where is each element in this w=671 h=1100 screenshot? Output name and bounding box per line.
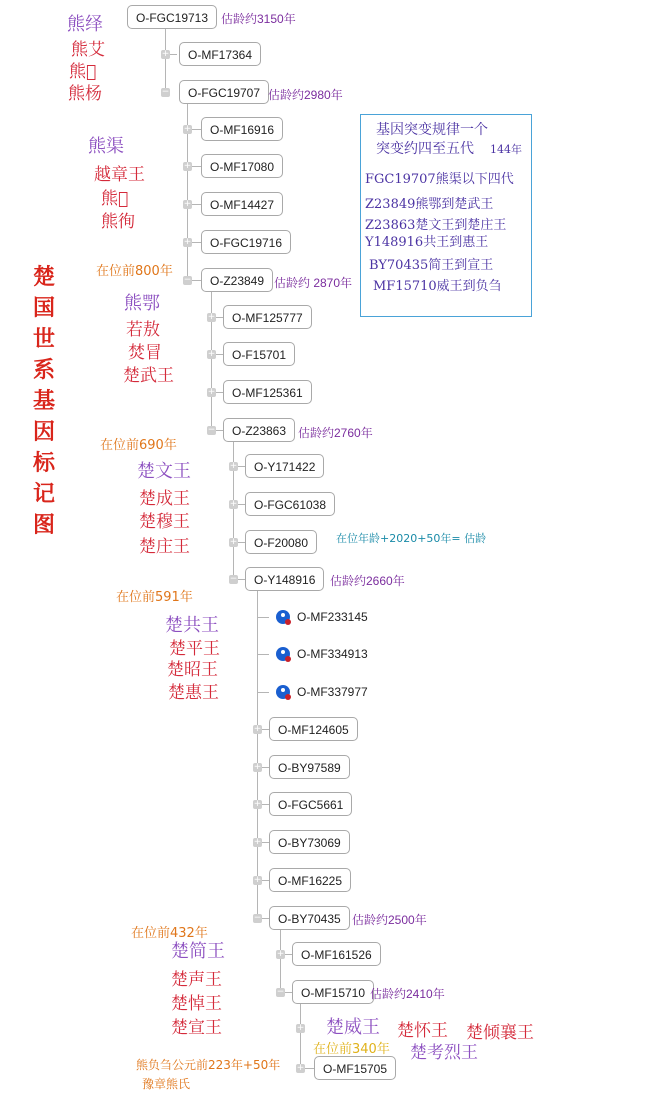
legend-line: FGC19707熊渠以下四代 bbox=[365, 172, 514, 187]
connector bbox=[165, 29, 166, 92]
age-label: 估龄约2660年 bbox=[330, 574, 405, 588]
expand-icon[interactable]: + bbox=[183, 199, 192, 209]
legend-line: MF15710威王到负刍 bbox=[373, 279, 502, 294]
ruler-name: 楚成王 bbox=[139, 489, 190, 509]
ruler-name: 熊艾 bbox=[71, 40, 105, 60]
tree-node[interactable]: O-BY73069 bbox=[269, 830, 350, 854]
tree-node[interactable]: O-FGC19716 bbox=[201, 230, 291, 254]
tree-leaf[interactable]: O-MF337977 bbox=[297, 685, 368, 699]
person-icon bbox=[276, 685, 290, 699]
ruler-name: 熊渠 bbox=[88, 136, 124, 157]
title-char: 图 bbox=[32, 512, 55, 538]
person-icon bbox=[276, 647, 290, 661]
collapse-icon[interactable]: − bbox=[207, 425, 216, 435]
expand-icon[interactable]: + bbox=[229, 499, 238, 509]
tree-node[interactable]: O-Y171422 bbox=[245, 454, 324, 478]
legend-line: Y148916共王到惠王 bbox=[365, 235, 489, 250]
connector bbox=[257, 617, 269, 618]
bottom-note: 豫章熊氏 bbox=[142, 1077, 191, 1091]
title-char: 因 bbox=[32, 419, 55, 445]
expand-icon[interactable]: + bbox=[296, 1063, 305, 1073]
vertical-title bbox=[26, 262, 62, 541]
connector bbox=[280, 930, 281, 992]
tree-node[interactable]: O-MF17080 bbox=[201, 154, 283, 178]
reign-label: 在位前800年 bbox=[96, 264, 173, 279]
formula-note: 在位年龄+2020+50年= 估龄 bbox=[336, 532, 487, 545]
age-label: 估龄约2980年 bbox=[268, 88, 343, 102]
expand-icon[interactable]: + bbox=[183, 161, 192, 171]
connector bbox=[257, 654, 269, 655]
ruler-name: 熊徇 bbox=[101, 212, 135, 232]
title-char: 国 bbox=[32, 295, 55, 321]
expand-icon[interactable]: + bbox=[207, 349, 216, 359]
title-char: 系 bbox=[32, 357, 55, 383]
collapse-icon[interactable]: − bbox=[229, 574, 238, 584]
age-label: 估龄约2760年 bbox=[298, 426, 373, 440]
expand-icon[interactable]: + bbox=[229, 461, 238, 471]
ruler-name: 熊𫥓 bbox=[101, 189, 129, 209]
tree-node[interactable]: O-BY97589 bbox=[269, 755, 350, 779]
tree-node[interactable]: O-BY70435 bbox=[269, 906, 350, 930]
age-label: 估龄约 2870年 bbox=[274, 276, 353, 290]
expand-icon[interactable]: + bbox=[183, 124, 192, 134]
person-icon bbox=[276, 610, 290, 624]
ruler-name: 熊𫠁 bbox=[69, 62, 97, 82]
expand-icon[interactable]: + bbox=[183, 237, 192, 247]
ruler-name: 楚宣王 bbox=[171, 1018, 222, 1038]
ruler-name: 楚声王 bbox=[171, 970, 222, 990]
tree-node[interactable]: O-FGC61038 bbox=[245, 492, 335, 516]
reign-label: 在位前340年 bbox=[313, 1042, 390, 1057]
ruler-name: 楚倾襄王 bbox=[466, 1023, 534, 1043]
collapse-icon[interactable]: − bbox=[253, 913, 262, 923]
tree-node[interactable]: O-MF125361 bbox=[223, 380, 312, 404]
ruler-name: 熊杨 bbox=[68, 84, 102, 104]
ruler-name: 楚穆王 bbox=[139, 512, 190, 532]
expand-icon[interactable]: + bbox=[253, 724, 262, 734]
tree-node[interactable]: O-MF15705 bbox=[314, 1056, 396, 1080]
title-char: 记 bbox=[32, 481, 55, 507]
ruler-name: 楚共王 bbox=[165, 615, 219, 636]
tree-node[interactable]: O-MF16225 bbox=[269, 868, 351, 892]
tree-node[interactable]: O-MF124605 bbox=[269, 717, 358, 741]
tree-node[interactable]: O-F15701 bbox=[223, 342, 295, 366]
connector bbox=[257, 692, 269, 693]
title-char: 基 bbox=[32, 388, 55, 414]
age-label: 估龄约2410年 bbox=[370, 987, 445, 1001]
ruler-name: 熊鄂 bbox=[124, 293, 160, 314]
ruler-name: 楚威王 bbox=[326, 1017, 380, 1038]
ruler-name: 熊绎 bbox=[67, 14, 103, 35]
tree-leaf[interactable]: O-MF334913 bbox=[297, 647, 368, 661]
connector bbox=[300, 1004, 301, 1068]
reign-label: 在位前591年 bbox=[116, 590, 193, 605]
tree-node[interactable]: O-MF161526 bbox=[292, 942, 381, 966]
collapse-icon[interactable]: − bbox=[183, 275, 192, 285]
ruler-name: 楚简王 bbox=[171, 941, 225, 962]
ruler-name: 楚考烈王 bbox=[410, 1043, 478, 1063]
expand-icon[interactable]: + bbox=[207, 312, 216, 322]
legend-line: Z23863楚文王到楚庄王 bbox=[365, 218, 507, 233]
tree-node[interactable]: O-MF125777 bbox=[223, 305, 312, 329]
tree-node[interactable]: O-FGC19713 bbox=[127, 5, 217, 29]
expand-icon[interactable]: + bbox=[276, 949, 285, 959]
legend-line: 基因突变规律一个 bbox=[376, 122, 488, 138]
tree-node[interactable]: O-Y148916 bbox=[245, 567, 324, 591]
tree-node[interactable]: O-F20080 bbox=[245, 530, 317, 554]
title-char: 世 bbox=[32, 326, 55, 352]
ruler-name: 楚怀王 bbox=[397, 1021, 448, 1041]
expand-icon[interactable]: + bbox=[229, 537, 238, 547]
ruler-name: 楚武王 bbox=[123, 366, 174, 386]
ruler-name: 楚悼王 bbox=[171, 994, 222, 1014]
collapse-icon[interactable]: − bbox=[161, 87, 170, 97]
expand-icon[interactable]: + bbox=[253, 875, 262, 885]
connector bbox=[257, 591, 258, 918]
tree-leaf[interactable]: O-MF233145 bbox=[297, 610, 368, 624]
tree-node[interactable]: O-MF17364 bbox=[179, 42, 261, 66]
age-label: 估龄约3150年 bbox=[221, 12, 296, 26]
ruler-name: 焚冒 bbox=[128, 343, 162, 363]
expand-icon[interactable]: + bbox=[253, 799, 262, 809]
title-char: 标 bbox=[32, 450, 55, 476]
legend-line: BY70435简王到宣王 bbox=[369, 258, 494, 273]
tree-node[interactable]: O-MF14427 bbox=[201, 192, 283, 216]
ruler-name: 楚惠王 bbox=[168, 683, 219, 703]
ruler-name: 楚昭王 bbox=[167, 660, 218, 680]
expand-icon[interactable]: + bbox=[253, 837, 262, 847]
collapse-icon[interactable]: + bbox=[161, 49, 170, 59]
ruler-name: 楚庄王 bbox=[139, 537, 190, 557]
legend-line: 突变约四至五代 bbox=[376, 141, 474, 157]
legend-line: Z23849熊鄂到楚武王 bbox=[365, 197, 494, 212]
ruler-name: 越章王 bbox=[94, 165, 145, 185]
tree-node[interactable]: O-Z23863 bbox=[223, 418, 295, 442]
legend-line: 144年 bbox=[490, 143, 522, 156]
tree-node[interactable]: O-Z23849 bbox=[201, 268, 273, 292]
expand-icon[interactable]: + bbox=[296, 1023, 305, 1033]
tree-node[interactable]: O-FGC5661 bbox=[269, 792, 352, 816]
tree-node[interactable]: O-FGC19707 bbox=[179, 80, 269, 104]
expand-icon[interactable]: + bbox=[253, 762, 262, 772]
age-label: 估龄约2500年 bbox=[352, 913, 427, 927]
bottom-note: 熊负刍公元前223年+50年 bbox=[136, 1058, 281, 1072]
legend-box bbox=[360, 114, 532, 317]
collapse-icon[interactable]: − bbox=[276, 987, 285, 997]
ruler-name: 楚文王 bbox=[137, 461, 191, 482]
ruler-name: 楚平王 bbox=[169, 639, 220, 659]
reign-label: 在位前432年 bbox=[131, 926, 208, 941]
ruler-name: 若敖 bbox=[126, 320, 160, 340]
tree-node[interactable]: O-MF15710 bbox=[292, 980, 374, 1004]
reign-label: 在位前690年 bbox=[100, 438, 177, 453]
tree-node[interactable]: O-MF16916 bbox=[201, 117, 283, 141]
title-char: 楚 bbox=[32, 264, 55, 290]
expand-icon[interactable]: + bbox=[207, 387, 216, 397]
